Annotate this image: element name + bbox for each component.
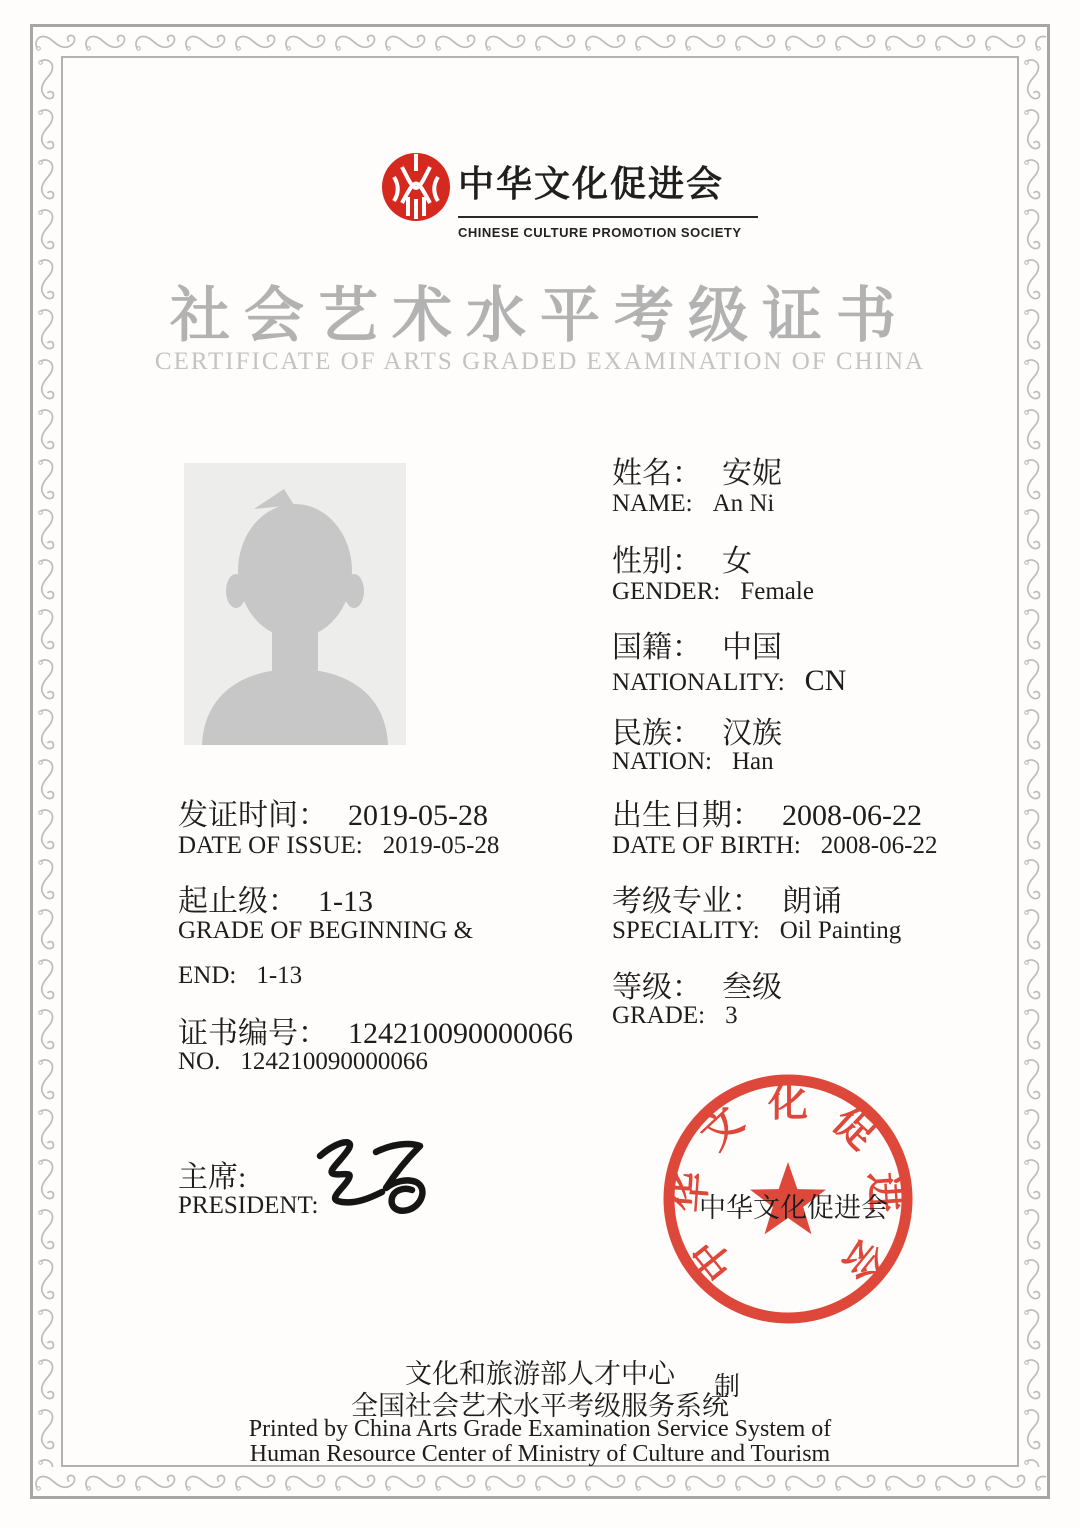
field-gender-en: GENDER: Female bbox=[612, 578, 814, 605]
org-name-cn: 中华文化促进会 bbox=[458, 156, 758, 218]
certificate-title-en: CERTIFICATE OF ARTS GRADED EXAMINATION OF CHINA bbox=[154, 348, 926, 375]
field-name-en: NAME: An Ni bbox=[612, 490, 775, 517]
president-signature bbox=[298, 1126, 448, 1236]
seal-ring-char: 华 bbox=[667, 1170, 716, 1214]
field-nation-en: NATION: Han bbox=[612, 748, 774, 775]
footer-maker-suffix: 制 bbox=[714, 1372, 741, 1401]
seal-ring-char: 文 bbox=[691, 1098, 752, 1159]
field-nation-cn: 民族： 汉族 bbox=[612, 717, 782, 750]
field-issue-en: DATE OF ISSUE: 2019-05-28 bbox=[178, 832, 500, 859]
footer-cn-line1: 文化和旅游部人才中心 bbox=[405, 1359, 675, 1389]
field-certno-en: NO. 124210090000066 bbox=[178, 1048, 428, 1075]
certificate-title-cn: 社会艺术水平考级证书 bbox=[170, 283, 910, 349]
field-gender-cn: 性别： 女 bbox=[612, 545, 752, 578]
field-nationality-cn: 国籍： 中国 bbox=[612, 631, 782, 664]
org-name-en: CHINESE CULTURE PROMOTION SOCIETY bbox=[458, 225, 742, 240]
ccps-logo-icon bbox=[380, 151, 452, 223]
scroll-border-bottom bbox=[34, 1469, 1046, 1495]
scroll-border-top bbox=[34, 29, 1046, 55]
field-nationality-en: NATIONALITY: CN bbox=[612, 664, 847, 697]
org-name-block bbox=[458, 156, 758, 240]
footer-en-line1: Printed by China Arts Grade Examination Service System of bbox=[248, 1416, 832, 1442]
seal-ring-char: 化 bbox=[768, 1079, 808, 1125]
field-birth-en: DATE OF BIRTH: 2008-06-22 bbox=[612, 832, 938, 859]
field-birth-cn: 出生日期： 2008-06-22 bbox=[612, 799, 922, 832]
field-range-cn: 起止级： 1-13 bbox=[178, 885, 373, 918]
field-certno-cn: 证书编号： 124210090000066 bbox=[178, 1017, 573, 1050]
person-silhouette-icon bbox=[184, 463, 406, 745]
field-range-en-line1: GRADE OF BEGINNING & bbox=[178, 917, 474, 944]
seal-ring-char: 中 bbox=[682, 1230, 743, 1290]
org-name-under-seal: 中华文化促进会 bbox=[699, 1193, 888, 1223]
seal-ring-char: 促 bbox=[824, 1098, 885, 1159]
field-range-en-line2: END: 1-13 bbox=[178, 962, 303, 989]
seal-ring-char: 会 bbox=[833, 1230, 894, 1290]
footer-en-line2: Human Resource Center of Ministry of Culture and Tourism bbox=[249, 1441, 831, 1467]
photo-placeholder bbox=[184, 463, 406, 745]
seal-ring-char: 进 bbox=[860, 1170, 909, 1214]
field-speciality-cn: 考级专业： 朗诵 bbox=[612, 885, 842, 918]
field-issue-cn: 发证时间： 2019-05-28 bbox=[178, 799, 488, 832]
field-grade-cn: 等级： 叁级 bbox=[612, 971, 782, 1004]
footer-cn-line2: 全国社会艺术水平考级服务系统 bbox=[351, 1391, 729, 1421]
field-grade-en: GRADE: 3 bbox=[612, 1002, 738, 1029]
president-label-en: PRESIDENT: bbox=[178, 1192, 319, 1219]
field-speciality-en: SPECIALITY: Oil Painting bbox=[612, 917, 902, 944]
field-name-cn: 姓名： 安妮 bbox=[612, 457, 782, 490]
president-label-cn: 主席: bbox=[178, 1161, 247, 1194]
